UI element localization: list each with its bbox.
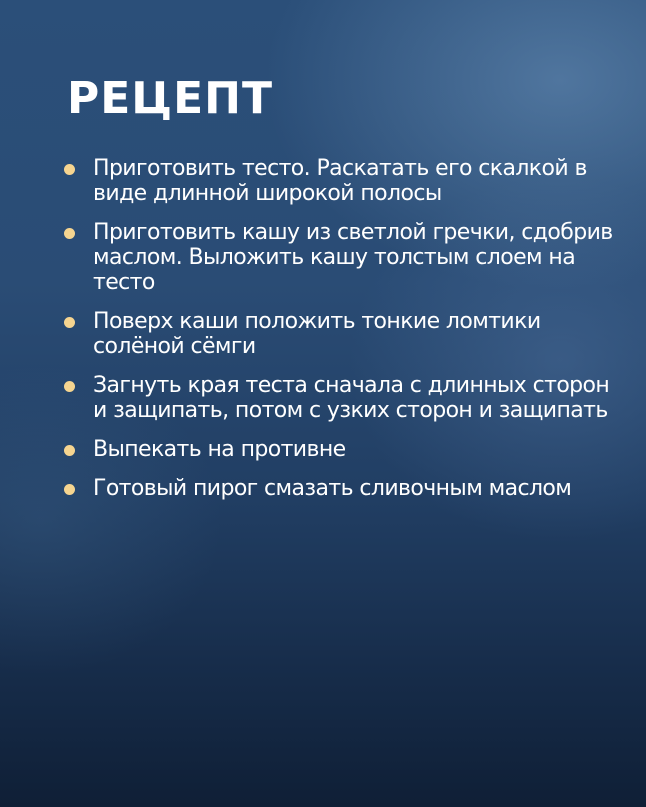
bullet-dot-icon [64, 484, 75, 495]
list-item [64, 373, 624, 423]
recipe-steps-list [64, 156, 624, 515]
bullet-dot-icon [64, 164, 75, 175]
step-text: Загнуть края теста сначала с длинных сторон и защипать, потом с узких сторон и защипать [93, 373, 610, 423]
bullet-dot-icon [64, 317, 75, 328]
step-text: Выпекать на противне [93, 437, 346, 462]
step-text: Готовый пирог смазать сливочным маслом [93, 476, 572, 501]
bullet-dot-icon [64, 381, 75, 392]
bullet-dot-icon [64, 445, 75, 456]
step-text: Приготовить кашу из светлой гречки, сдобрив маслом. Выложить кашу толстым слоем на тесто [93, 220, 613, 295]
list-item [64, 220, 624, 295]
step-text: Поверх каши положить тонкие ломтики солёной сёмги [93, 309, 541, 359]
list-item [64, 476, 624, 501]
list-item [64, 309, 624, 359]
list-item [64, 437, 624, 462]
bullet-dot-icon [64, 228, 75, 239]
step-text: Приготовить тесто. Раскатать его скалкой в виде длинной широкой полосы [93, 156, 587, 206]
list-item [64, 156, 624, 206]
page-title: РЕЦЕПТ [67, 73, 274, 124]
